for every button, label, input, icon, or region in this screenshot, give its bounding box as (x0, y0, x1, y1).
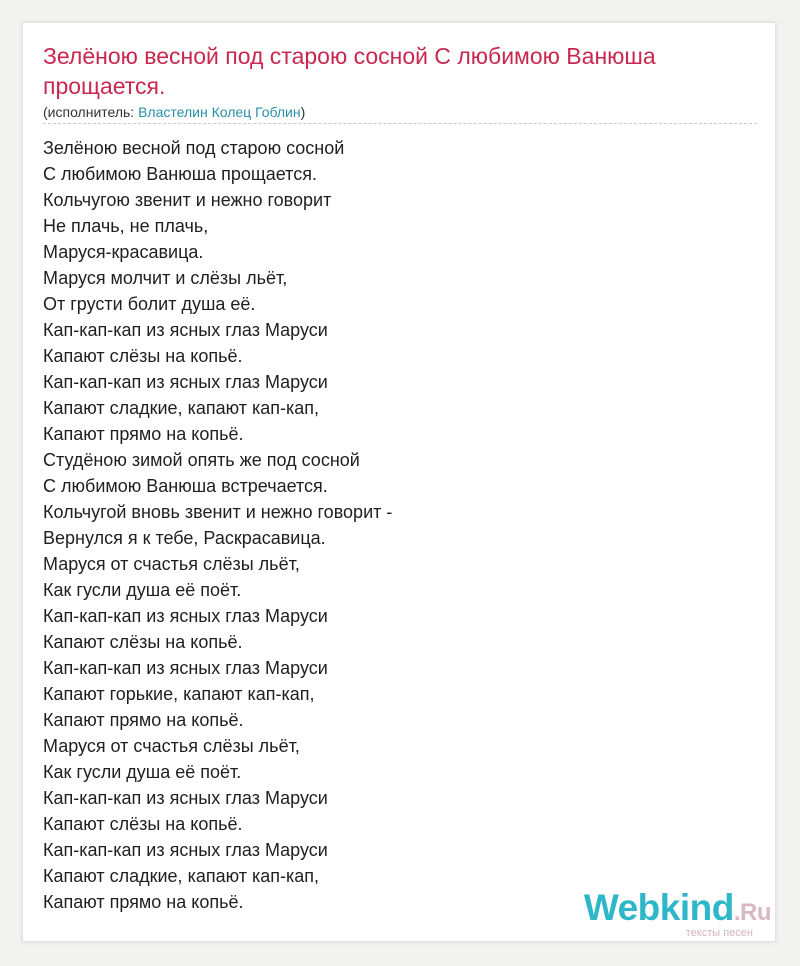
site-logo[interactable] (584, 889, 771, 939)
lyric-line: Маруся от счастья слёзы льёт, (43, 554, 300, 574)
lyric-line: Капают сладкие, капают кап-кап, (43, 866, 320, 886)
lyrics-text (43, 135, 392, 915)
lyric-line: Капают слёзы на копьё. (43, 346, 243, 366)
lyric-line: Капают горькие, капают кап-кап, (43, 684, 315, 704)
lyric-line: Капают прямо на копьё. (43, 424, 244, 444)
lyric-line: Зелёною весной под старою сосной (43, 138, 345, 158)
lyric-line: Кап-кап-кап из ясных глаз Маруси (43, 606, 328, 626)
lyric-line: Кап-кап-кап из ясных глаз Маруси (43, 658, 328, 678)
lyric-line: Капают прямо на копьё. (43, 710, 244, 730)
logo-tagline: тексты песен (685, 927, 753, 939)
lyric-line: Кап-кап-кап из ясных глаз Маруси (43, 320, 328, 340)
lyric-line: Маруся-красавица. (43, 242, 204, 262)
title-divider (43, 123, 757, 124)
lyric-line: Кап-кап-кап из ясных глаз Маруси (43, 788, 328, 808)
lyric-line: С любимою Ванюша прощается. (43, 164, 317, 184)
song-title: Зелёною весной под старою сосной С любимою Ванюша прощается. (43, 43, 656, 99)
artist-suffix: ) (300, 104, 306, 120)
lyric-line: Как гусли душа её поёт. (43, 762, 242, 782)
artist-prefix: (исполнитель: (43, 104, 139, 120)
lyric-line: Как гусли душа её поёт. (43, 580, 242, 600)
lyric-line: Капают сладкие, капают кап-кап, (43, 398, 320, 418)
lyric-line: Кап-кап-кап из ясных глаз Маруси (43, 840, 328, 860)
logo-tld: .Ru (733, 899, 771, 926)
lyric-line: Вернулся я к тебе, Раскрасавица. (43, 528, 326, 548)
lyric-line: Кольчугой вновь звенит и нежно говорит - (43, 502, 393, 522)
lyrics-card (22, 22, 776, 942)
lyric-line: Капают слёзы на копьё. (43, 814, 243, 834)
lyric-line: Капают слёзы на копьё. (43, 632, 243, 652)
logo-wordmark (584, 889, 771, 932)
lyric-line: Маруся от счастья слёзы льёт, (43, 736, 300, 756)
lyric-line: Маруся молчит и слёзы льёт, (43, 268, 288, 288)
lyric-line: От грусти болит душа её. (43, 294, 256, 314)
lyric-line: Капают прямо на копьё. (43, 892, 244, 912)
lyric-line: С любимою Ванюша встречается. (43, 476, 328, 496)
artist-link[interactable]: Властелин Колец Гоблин (138, 104, 301, 120)
lyric-line: Кольчугою звенит и нежно говорит (43, 190, 332, 210)
artist-line (43, 103, 305, 121)
lyric-line: Не плачь, не плачь, (43, 216, 209, 236)
logo-name: Webkind (583, 887, 734, 928)
lyric-line: Студёною зимой опять же под сосной (43, 450, 360, 470)
lyric-line: Кап-кап-кап из ясных глаз Маруси (43, 372, 328, 392)
